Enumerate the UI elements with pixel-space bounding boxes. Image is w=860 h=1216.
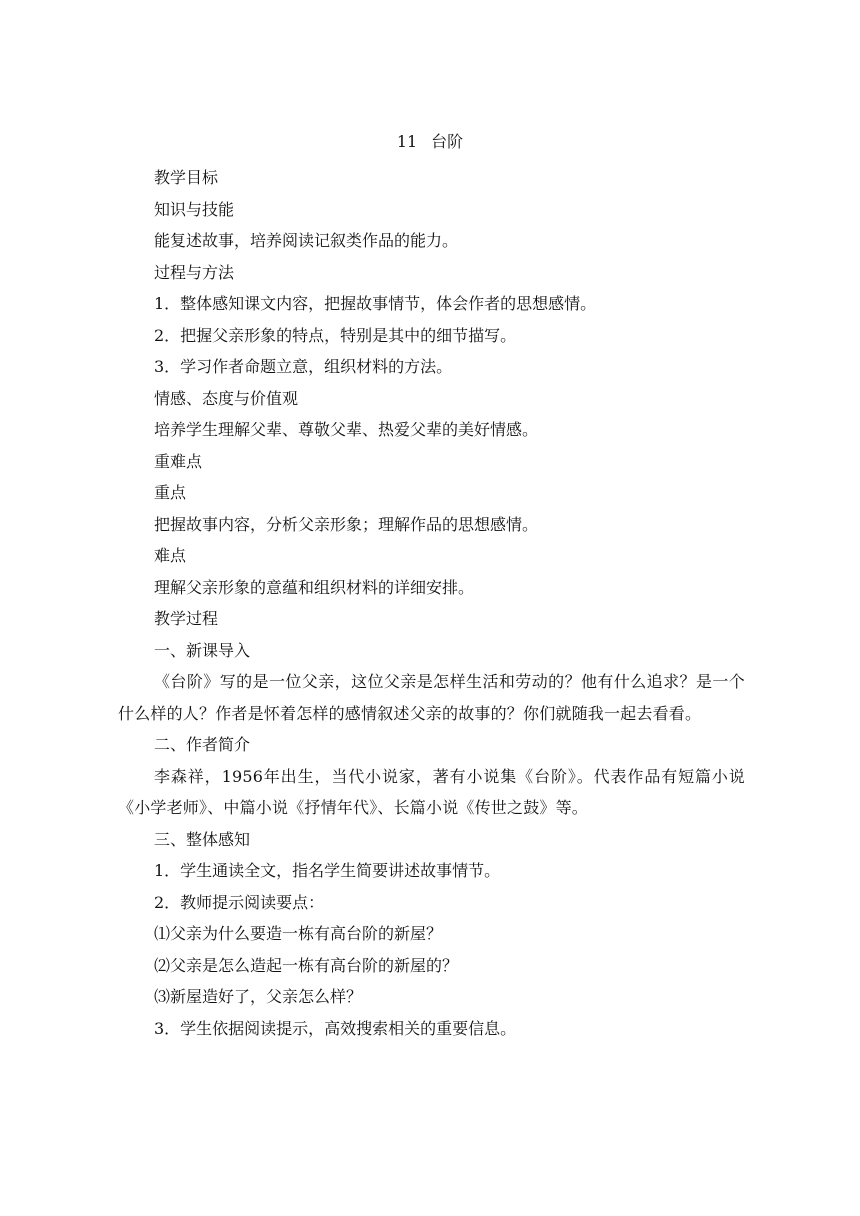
list-item: 2．教师提示阅读要点： [154,892,325,912]
section-heading-introduction: 一、新课导入 [154,640,251,660]
lesson-title [0,131,860,153]
section-heading-author: 二、作者简介 [154,735,251,754]
list-item: 1．学生通读全文，指名学生简要讲述故事情节。 [154,861,501,880]
section-heading-overall: 三、整体感知 [154,829,251,849]
heading-teaching-goals: 教学目标 [154,168,219,187]
paragraph: 把握故事内容，分析父亲形象；理解作品的思想感情。 [154,514,539,534]
paragraph: 理解父亲形象的意蕴和组织材料的详细安排。 [154,577,475,597]
list-item: ⑴父亲为什么要造一栋有高台阶的新屋？ [154,924,443,943]
heading-key-point: 重点 [154,483,187,502]
paragraph: 李森祥，1956年出生，当代小说家，著有小说集《台阶》。代表作品有短篇小说《小学老师》、中篇小说《抒情年代》、长篇小说《传世之鼓》等。 [118,766,745,817]
heading-difficult-point: 难点 [154,546,187,565]
list-item: 3．学生依据阅读提示，高效搜索相关的重要信息。 [154,1018,517,1038]
paragraph: 培养学生理解父辈、尊敬父辈、热爱父辈的美好情感。 [154,420,539,439]
list-item: 2．把握父亲形象的特点，特别是其中的细节描写。 [154,325,517,345]
list-item: 1．整体感知课文内容，把握故事情节，体会作者的思想感情。 [154,294,597,313]
paragraph: 能复述故事，培养阅读记叙类作品的能力。 [154,231,459,250]
lesson-number: 11 [396,132,418,151]
heading-key-difficult-points: 重难点 [154,451,203,471]
list-item: ⑶新屋造好了，父亲怎么样？ [154,987,363,1006]
heading-knowledge-skills: 知识与技能 [154,199,235,219]
heading-process-method: 过程与方法 [154,262,235,282]
paragraph: 《台阶》写的是一位父亲，这位父亲是怎样生活和劳动的？他有什么追求？是一个什么样的人？作者是怀着怎样的感情叙述父亲的故事的？你们就随我一起去看看。 [118,672,745,723]
list-item: 3．学习作者命题立意，组织材料的方法。 [154,357,453,376]
lesson-title-text: 台阶 [431,132,464,151]
document-body [118,162,745,1044]
list-item: ⑵父亲是怎么造起一栋有高台阶的新屋的？ [154,955,459,975]
heading-teaching-process: 教学过程 [154,609,219,628]
heading-emotion-values: 情感、态度与价值观 [154,388,299,408]
